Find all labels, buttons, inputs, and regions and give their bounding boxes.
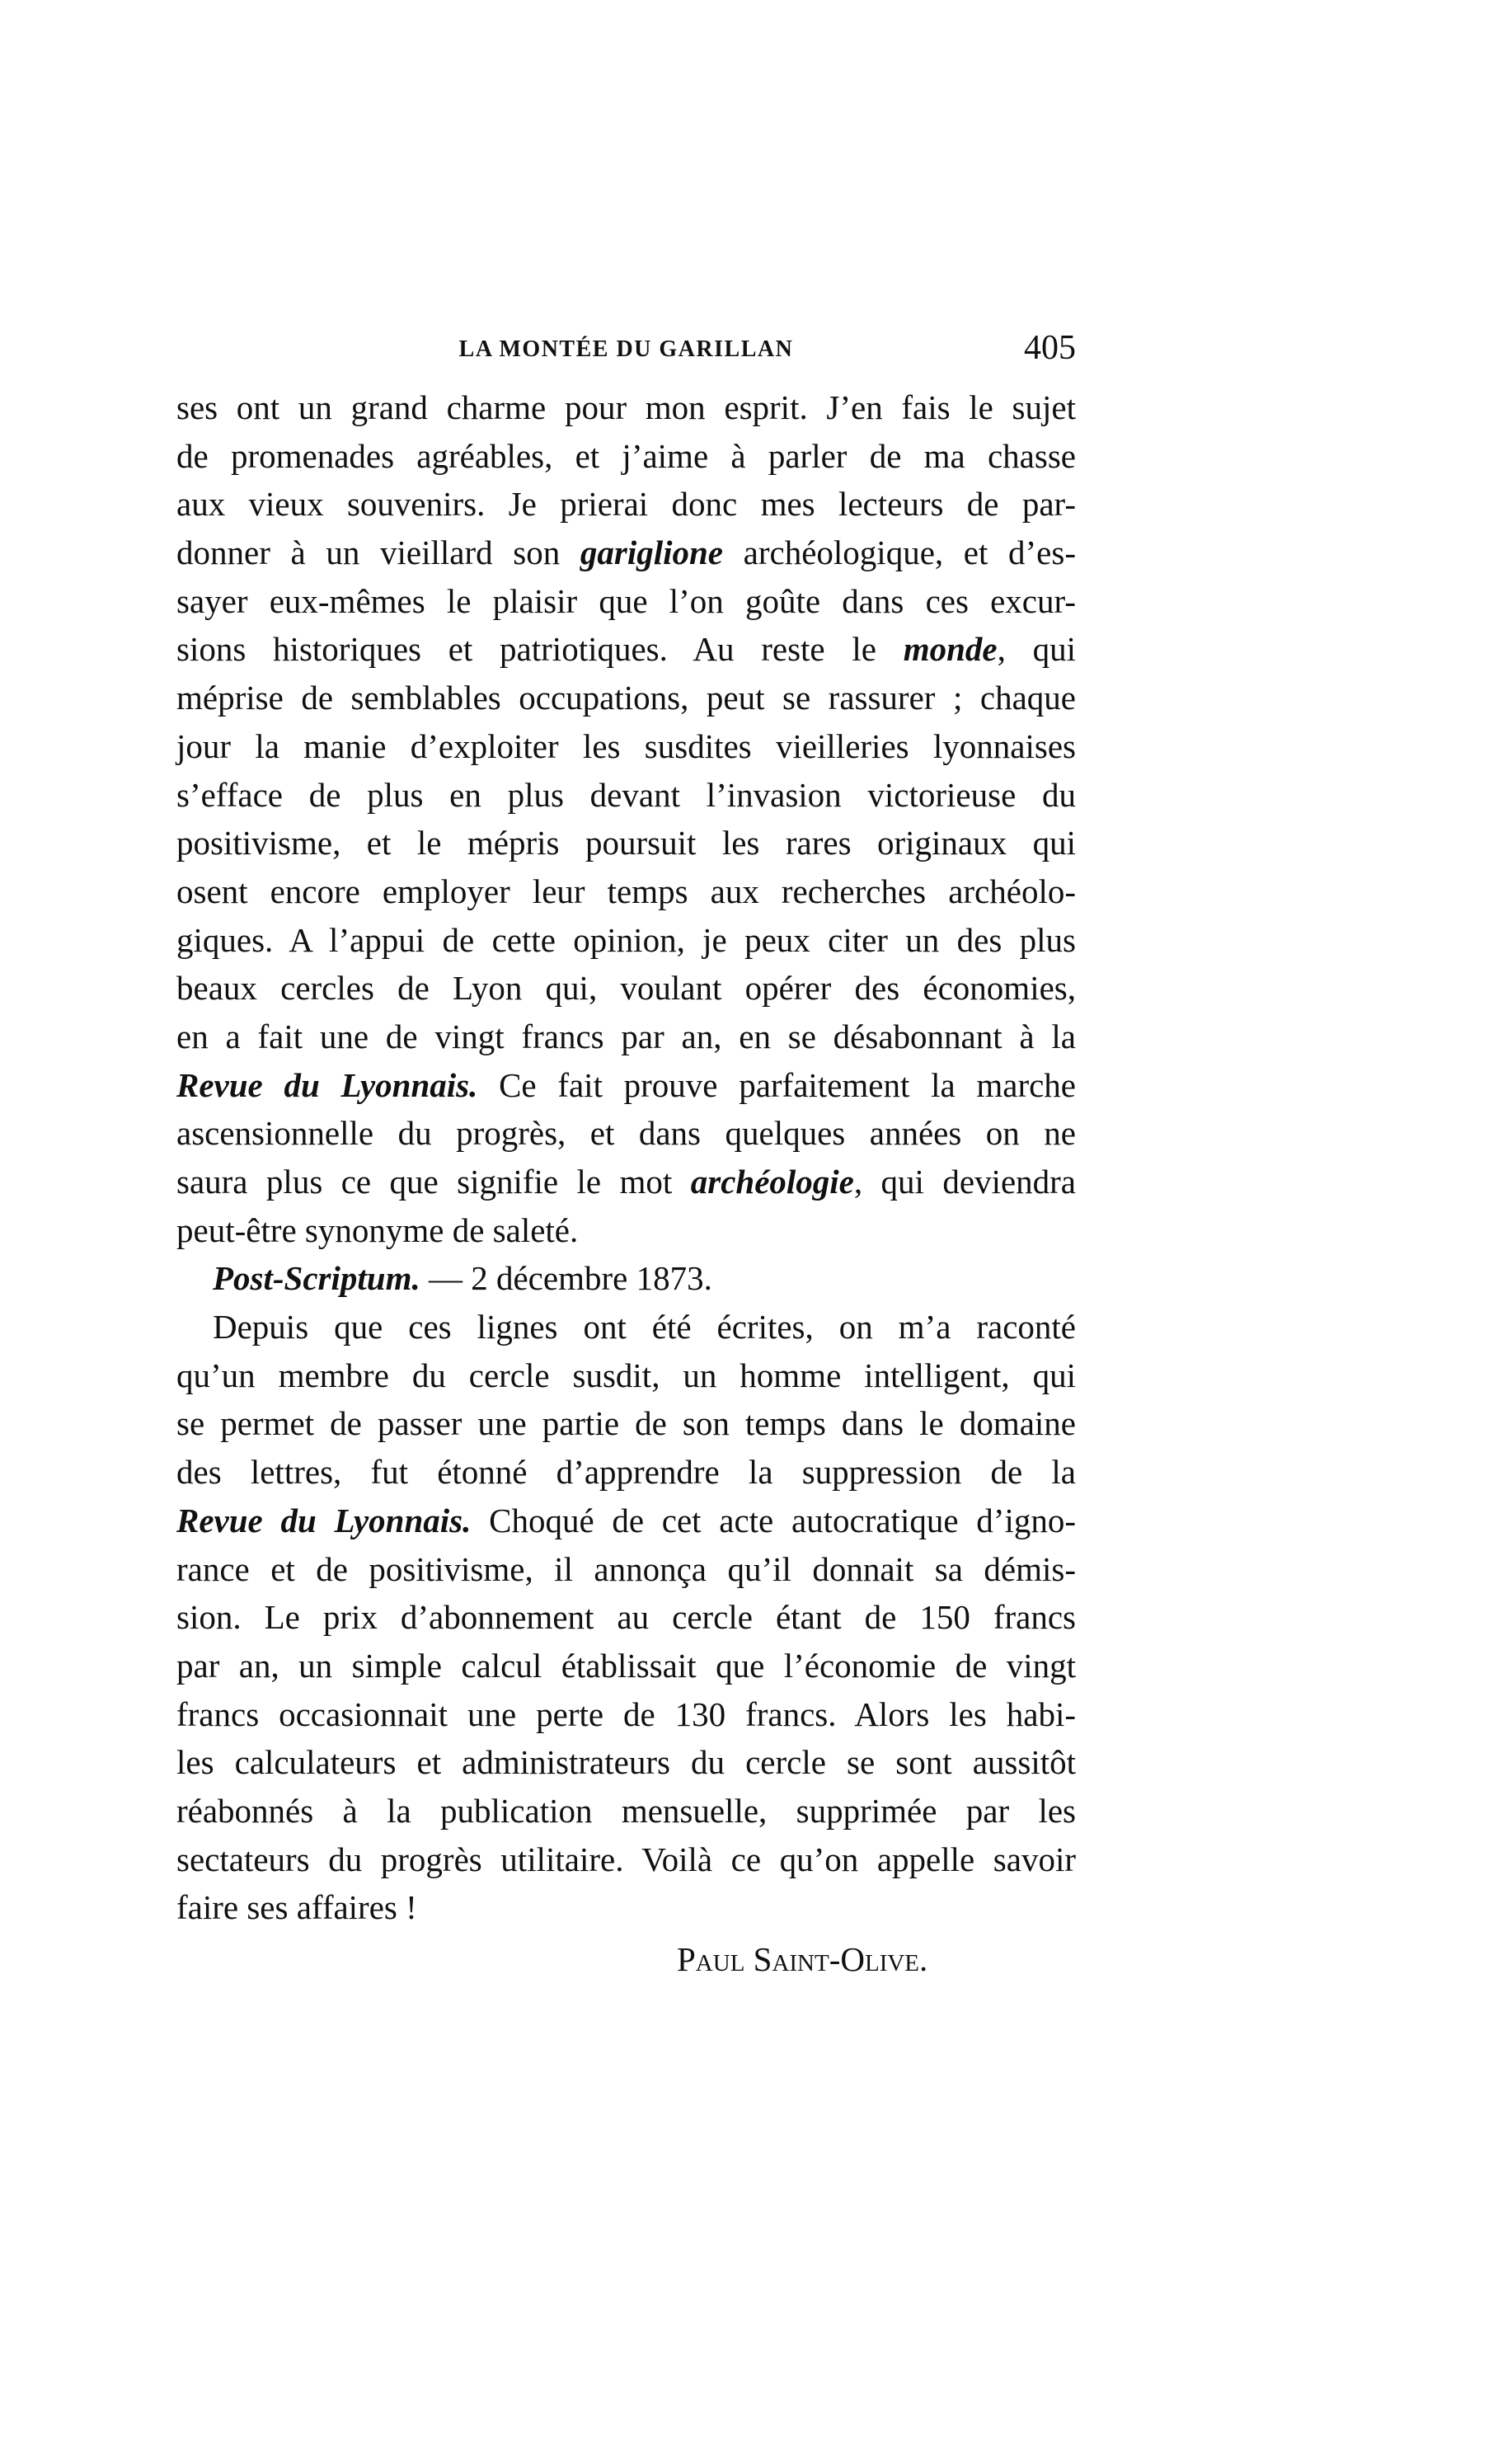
text-segment: positivisme, et le mépris poursuit les rares originaux qui bbox=[176, 824, 1076, 862]
text-line bbox=[176, 1254, 1076, 1303]
text-line bbox=[176, 432, 1076, 481]
text-segment: ascensionnelle du progrès, et dans quelques années on ne bbox=[176, 1114, 1076, 1153]
text-line bbox=[176, 577, 1076, 626]
text-line bbox=[176, 1109, 1076, 1158]
text-line bbox=[176, 1158, 1076, 1206]
text-segment: par an, un simple calcul établissait que l’économie de vingt bbox=[176, 1646, 1076, 1685]
text-segment: , qui bbox=[997, 630, 1076, 669]
text-line bbox=[176, 1013, 1076, 1061]
text-segment: rance et de positivisme, il annonça qu’il donnait sa démis- bbox=[176, 1549, 1076, 1588]
text-segment: ses ont un grand charme pour mon esprit. J’en fais le sujet bbox=[176, 388, 1076, 426]
text-line bbox=[176, 1399, 1076, 1448]
text-segment: sions historiques et patriotiques. Au reste le bbox=[176, 630, 904, 669]
text-segment: archéologique, et d’es- bbox=[723, 533, 1076, 572]
text-line bbox=[176, 916, 1076, 965]
text-segment: faire ses affaires ! bbox=[176, 1888, 417, 1927]
text-line bbox=[176, 480, 1076, 529]
text-segment: méprise de semblables occupations, peut se rassurer ; chaque bbox=[176, 679, 1076, 717]
text-line bbox=[176, 1497, 1076, 1545]
text-line bbox=[176, 1303, 1076, 1351]
text-line bbox=[176, 722, 1076, 771]
text-segment: en a fait une de vingt francs par an, en se désabonnant à la bbox=[176, 1017, 1076, 1055]
page-number: 405 bbox=[1024, 329, 1076, 367]
text-segment: réabonnés à la publication mensuelle, supprimée par les bbox=[176, 1791, 1076, 1830]
text-segment: beaux cercles de Lyon qui, voulant opérer des économies, bbox=[176, 969, 1076, 1008]
text-line bbox=[176, 529, 1076, 577]
text-segment: donner à un vieillard son bbox=[176, 533, 580, 572]
running-title: LA MONTÉE DU GARILLAN bbox=[458, 336, 794, 362]
text-segment: aux vieux souvenirs. Je prierai donc mes lecteurs de par- bbox=[176, 485, 1076, 524]
italic-text: monde bbox=[903, 630, 998, 669]
text-segment: sion. Le prix d’abonnement au cercle étant de 150 francs bbox=[176, 1598, 1076, 1637]
text-line bbox=[176, 1545, 1076, 1594]
text-line bbox=[176, 1593, 1076, 1642]
text-segment: — 2 décembre 1873. bbox=[420, 1259, 712, 1298]
author-signature: Paul Saint-Olive. bbox=[677, 1940, 928, 1978]
text-segment: se permet de passer une partie de son temps dans le domaine bbox=[176, 1404, 1076, 1443]
text-line bbox=[176, 1787, 1076, 1835]
italic-text: archéologie bbox=[690, 1163, 854, 1201]
text-line bbox=[176, 819, 1076, 867]
text-segment: de promenades agréables, et j’aime à parler de ma chasse bbox=[176, 436, 1076, 475]
text-segment: Choqué de cet acte autocratique d’igno- bbox=[471, 1501, 1076, 1539]
text-line bbox=[176, 771, 1076, 820]
text-segment: peut-être synonyme de saleté. bbox=[176, 1210, 579, 1249]
text-segment: sectateurs du progrès utilitaire. Voilà ce qu’on appelle savoir bbox=[176, 1840, 1076, 1878]
text-segment: , qui deviendra bbox=[853, 1163, 1077, 1201]
text-segment: Ce fait prouve parfaitement la marche bbox=[477, 1065, 1076, 1104]
text-line bbox=[176, 383, 1076, 432]
text-segment: jour la manie d’exploiter les susdites vieilleries lyonnaises bbox=[176, 726, 1076, 765]
text-segment: saura plus ce que signifie le mot bbox=[176, 1163, 691, 1201]
text-line bbox=[176, 964, 1076, 1013]
text-segment: les calculateurs et administrateurs du cercle se sont aussitôt bbox=[176, 1743, 1076, 1782]
body-text bbox=[176, 383, 1076, 1932]
text-line bbox=[176, 867, 1076, 916]
text-line bbox=[176, 1835, 1076, 1884]
text-line bbox=[176, 674, 1076, 722]
text-line bbox=[176, 1351, 1076, 1400]
text-segment: giques. A l’appui de cette opinion, je peux citer un des plus bbox=[176, 920, 1076, 959]
text-segment: osent encore employer leur temps aux recherches archéolo- bbox=[176, 872, 1076, 910]
text-line bbox=[176, 1206, 1076, 1255]
text-segment: Depuis que ces lignes ont été écrites, on m’a raconté bbox=[213, 1308, 1076, 1347]
text-line bbox=[176, 1642, 1076, 1690]
text-line bbox=[176, 1061, 1076, 1110]
italic-text: Post-Scriptum. bbox=[213, 1259, 420, 1298]
text-line bbox=[176, 1738, 1076, 1787]
page-header bbox=[176, 328, 1076, 369]
italic-text: Revue du Lyonnais. bbox=[176, 1501, 472, 1539]
text-segment: sayer eux-mêmes le plaisir que l’on goûte dans ces excur- bbox=[176, 581, 1076, 620]
text-line bbox=[176, 1448, 1076, 1497]
italic-text: Revue du Lyonnais. bbox=[176, 1065, 478, 1104]
text-segment: qu’un membre du cercle susdit, un homme intelligent, qui bbox=[176, 1356, 1076, 1394]
italic-text: gariglione bbox=[580, 533, 724, 572]
text-segment: francs occasionnait une perte de 130 francs. Alors les habi- bbox=[176, 1694, 1076, 1733]
text-line bbox=[176, 1690, 1076, 1739]
text-segment: s’efface de plus en plus devant l’invasion victorieuse du bbox=[176, 775, 1076, 814]
text-line bbox=[176, 1883, 1076, 1932]
text-line bbox=[176, 625, 1076, 674]
text-segment: des lettres, fut étonné d’apprendre la suppression de la bbox=[176, 1453, 1076, 1492]
